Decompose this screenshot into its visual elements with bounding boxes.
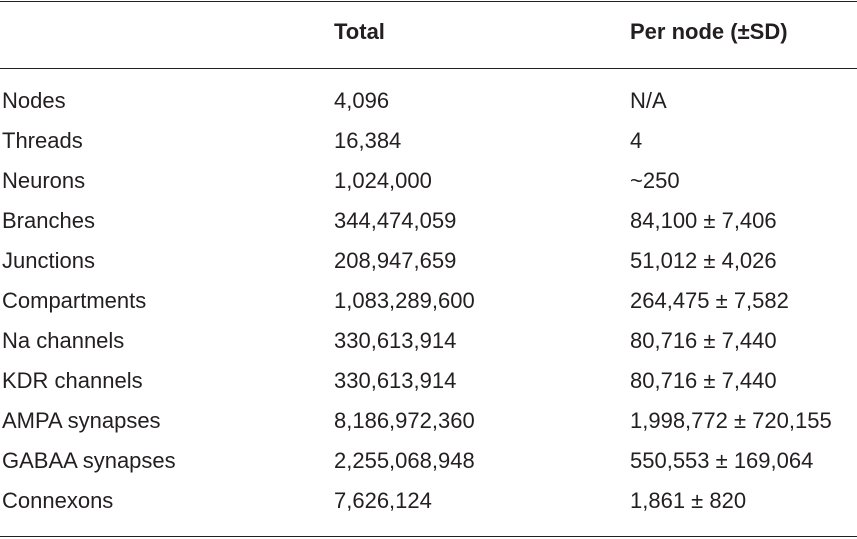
row-total: 1,083,289,600	[334, 288, 475, 313]
row-per-node: 1,861 ± 820	[630, 488, 747, 513]
table-body	[0, 86, 857, 526]
row-label: GABAA synapses	[2, 448, 176, 473]
table-row	[0, 406, 857, 446]
row-total: 208,947,659	[334, 248, 457, 273]
row-label: Junctions	[2, 248, 95, 273]
table-row	[0, 286, 857, 326]
row-per-node: 51,012 ± 4,026	[630, 248, 777, 273]
table-row	[0, 206, 857, 246]
table-row	[0, 246, 857, 286]
row-label: Na channels	[2, 328, 125, 353]
header-total: Total	[334, 19, 385, 44]
row-total: 16,384	[334, 128, 402, 153]
row-label: KDR channels	[2, 368, 143, 393]
row-total: 8,186,972,360	[334, 408, 475, 433]
row-per-node: 80,716 ± 7,440	[630, 328, 777, 353]
table-row	[0, 446, 857, 486]
row-label: Compartments	[2, 288, 147, 313]
row-per-node: 1,998,772 ± 720,155	[630, 408, 832, 433]
table-row	[0, 486, 857, 526]
table-header-row	[0, 17, 857, 47]
table-row	[0, 86, 857, 126]
row-label: Threads	[2, 128, 83, 153]
row-per-node: 264,475 ± 7,582	[630, 288, 789, 313]
row-total: 330,613,914	[334, 368, 457, 393]
row-total: 330,613,914	[334, 328, 457, 353]
table-top-rule	[0, 1, 857, 2]
table-row	[0, 166, 857, 206]
row-total: 2,255,068,948	[334, 448, 475, 473]
row-label: Nodes	[2, 88, 66, 113]
row-per-node: N/A	[630, 88, 667, 113]
header-per-node: Per node (±SD)	[630, 19, 788, 44]
row-total: 7,626,124	[334, 488, 432, 513]
row-label: Branches	[2, 208, 95, 233]
table-bottom-rule	[0, 536, 857, 537]
table-row	[0, 366, 857, 406]
row-total: 344,474,059	[334, 208, 457, 233]
row-total: 1,024,000	[334, 168, 432, 193]
row-label: AMPA synapses	[2, 408, 161, 433]
row-per-node: 80,716 ± 7,440	[630, 368, 777, 393]
row-per-node: 550,553 ± 169,064	[630, 448, 814, 473]
table-header-rule	[0, 68, 857, 69]
row-total: 4,096	[334, 88, 390, 113]
row-per-node: 84,100 ± 7,406	[630, 208, 777, 233]
table-row	[0, 126, 857, 166]
table-row	[0, 326, 857, 366]
row-per-node: ~250	[630, 168, 680, 193]
row-label: Neurons	[2, 168, 86, 193]
row-per-node: 4	[630, 128, 643, 153]
row-label: Connexons	[2, 488, 114, 513]
